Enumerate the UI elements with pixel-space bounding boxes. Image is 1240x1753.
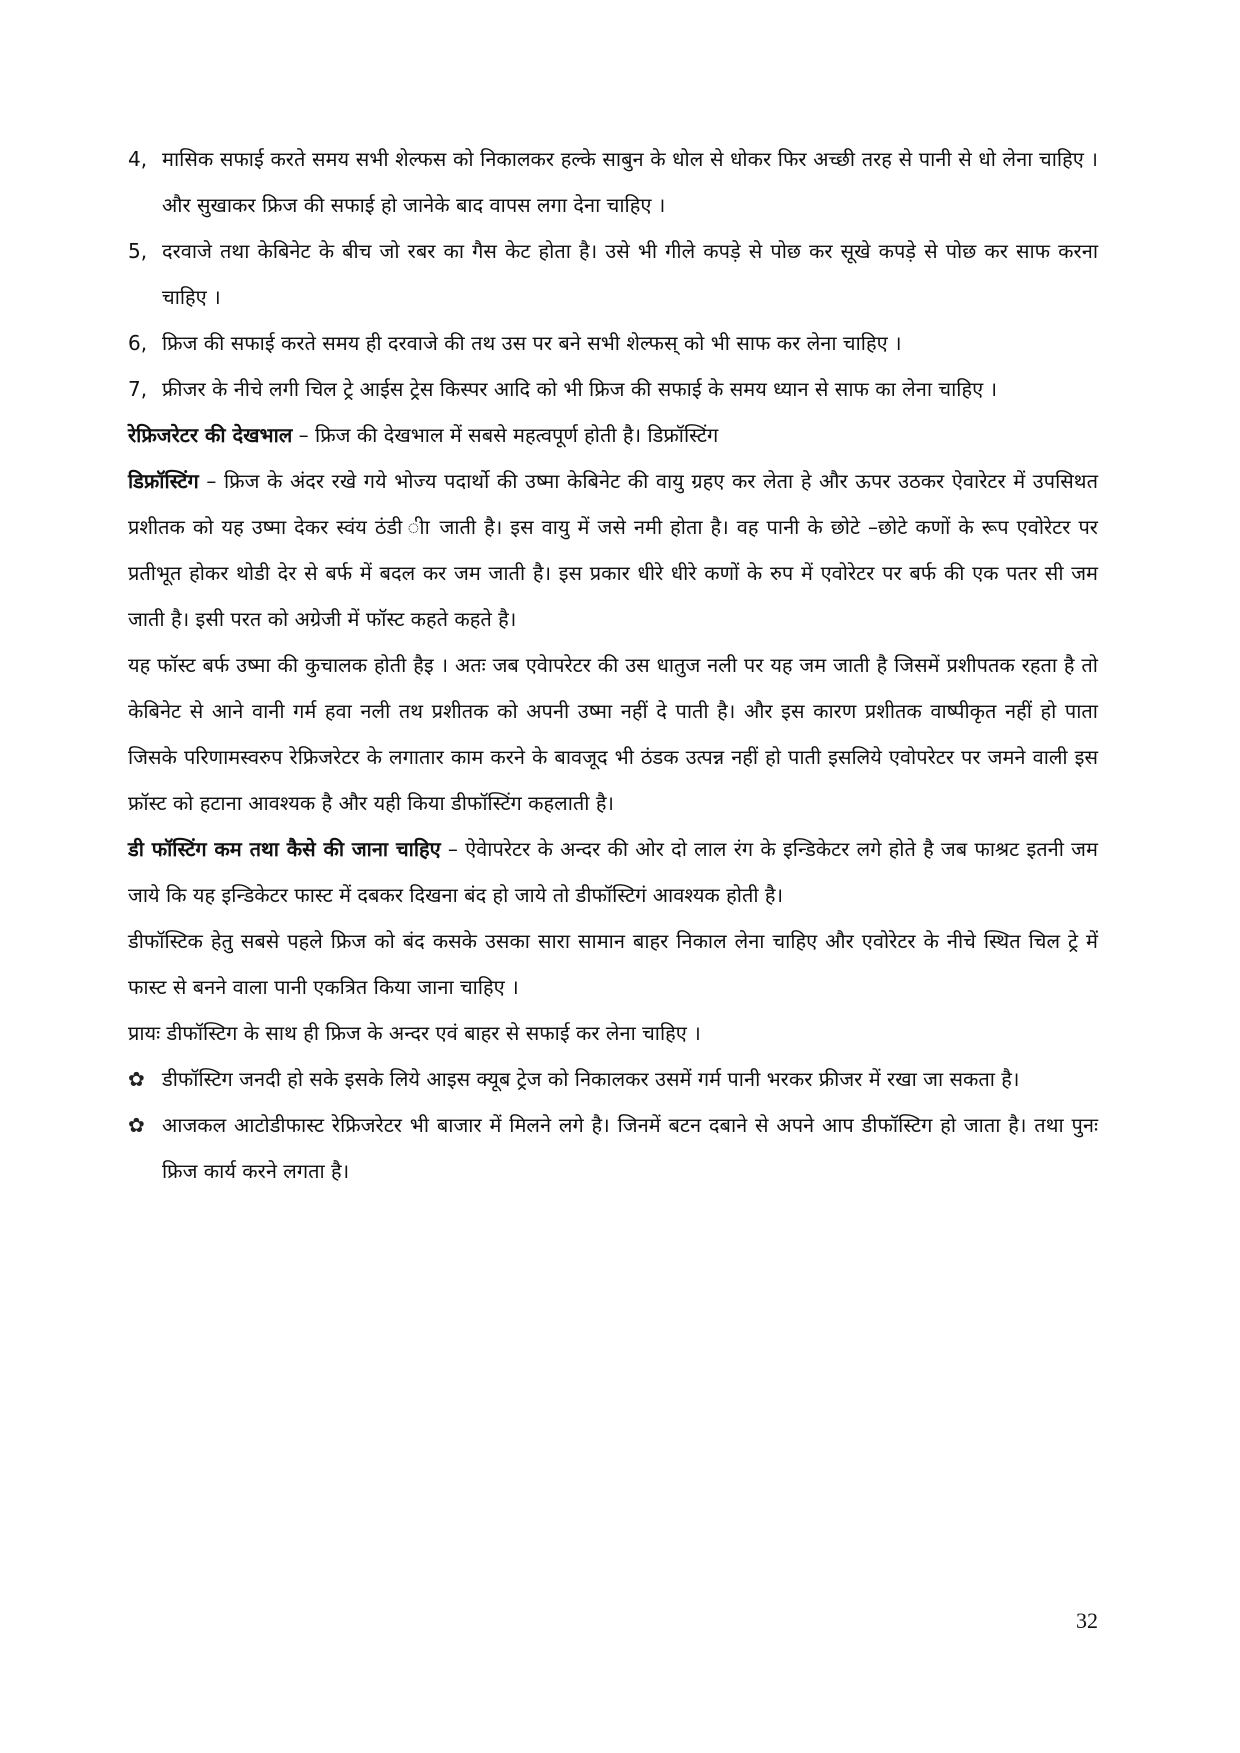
- care-text: – फ्रिज की देखभाल में सबसे महत्वपूर्ण होती है। डिफ्रॉस्टिंग: [292, 423, 719, 447]
- defrost-paragraph: [128, 458, 1098, 642]
- flower-bullet-icon: ✿: [128, 1113, 145, 1137]
- defrost-heading: डिफ्रॉस्टिंग: [128, 469, 199, 493]
- list-item-text: फ्रीजर के नीचे लगी चिल ट्रे आईस ट्रेस किस्पर आदि को भी फ्रिज की सफाई के समय ध्यान से साफ का लेना चाहिए ।: [162, 377, 998, 401]
- list-item: [128, 228, 1098, 320]
- list-item-number: 7,: [128, 377, 148, 401]
- bullet-text: डीफॉस्टिग जनदी हो सके इसके लिये आइस क्यूब ट्रेज को निकालकर उसमें गर्म पानी भरकर फ्रीजर में रखा जा सकता है।: [162, 1067, 1020, 1091]
- list-item-number: 6,: [128, 331, 148, 355]
- list-item-text: मासिक सफाई करते समय सभी शेल्फस को निकालकर हल्के साबुन के धोल से धोकर फिर अच्छी तरह से पानी से धो लेना चाहिए । और सुखाकर फ्रिज की सफाई हो जानेके बाद वापस लगा देना चाहिए ।: [162, 147, 1098, 217]
- page-number: 32: [1076, 1608, 1098, 1633]
- document-page: [128, 136, 1098, 1194]
- usually-paragraph: प्रायः डीफॉस्टिग के साथ ही फ्रिज के अन्दर एवं बाहर से सफाई कर लेना चाहिए ।: [128, 1021, 701, 1045]
- process-paragraph: डीफॉस्टिक हेतु सबसे पहले फ्रिज को बंद कसके उसका सारा सामान बाहर निकाल लेना चाहिए और एवोरेटर के नीचे स्थित चिल ट्रे में फास्ट से बनने वाला पानी एकत्रित किया जाना चाहिए ।: [128, 929, 1098, 999]
- when-text: – ऐवेापरेटर के अन्दर की ओर दो लाल रंग के इन्डिकेटर लगे होते है जब फाश्रट इतनी जम जाये कि यह इन्डिकेटर फास्ट में दबकर दिखना बंद हो जाये तो डीफॉस्टिगं आवश्यक होती है।: [128, 837, 1098, 907]
- list-item-text: दरवाजे तथा केबिनेट के बीच जो रबर का गैस केट होता है। उसे भी गीले कपड़े से पोछ कर सूखे कपड़े से पोछ कर साफ करना चाहिए ।: [162, 239, 1098, 309]
- list-item-number: 4,: [128, 147, 148, 171]
- frost-paragraph: यह फॉस्ट बर्फ उष्मा की कुचालक होती हैइ । अतः जब एवेापरेटर की उस धातुज नली पर यह जम जाती है जिसमें प्रशीपतक रहता है तो केबिनेट से आने वानी गर्म हवा नली तथ प्रशीतक को अपनी उष्मा नहीं दे पाती है। और इस कारण प्रशीतक वाष्पीकृत नहीं हो पाता जिसके परिणामस्वरुप रेफ्रिजरेटर के लगातार काम करने के बावजूद भी ठंडक उत्पन्न नहीं हो पाती इसलिये एवोपरेटर पर जमने वाली इस फ्रॉस्ट को हटाना आवश्यक है और यही किया डीफॉस्टिंग कहलाती है।: [128, 653, 1098, 815]
- bullet-item: [128, 1056, 1098, 1102]
- when-paragraph: [128, 826, 1098, 918]
- list-item: [128, 136, 1098, 228]
- care-paragraph: [128, 412, 1098, 458]
- list-item: [128, 366, 1098, 412]
- defrost-text: – फ्रिज के अंदर रखे गये भोज्य पदार्थो की उष्मा केबिनेट की वायु ग्रहए कर लेता हे और ऊपर उठकर ऐवारेटर में उपसिथत प्रशीतक को यह उष्मा देकर स्वंय ठंडी ीा जाती है। इस वायु में जसे नमी होता है। वह पानी के छोटे –छोटे कणों के रूप एवोरेटर पर प्रतीभूत होकर थोडी देर से बर्फ में बदल कर जम जाती है। इस प्रकार धीरे धीरे कणों के रुप में एवोरेटर पर बर्फ की एक पतर सी जम जाती है। इसी परत को अग्रेजी में फॉस्ट कहते कहते है।: [128, 469, 1098, 631]
- when-heading: डी फॉस्टिंग कम तथा कैसे की जाना चाहिए: [128, 837, 441, 861]
- flower-bullet-icon: ✿: [128, 1067, 145, 1091]
- list-item: [128, 320, 1098, 366]
- care-heading: रेफ्रिजरेटर की देखभाल: [128, 423, 293, 447]
- list-item-text: फ्रिज की सफाई करते समय ही दरवाजे की तथ उस पर बने सभी शेल्फस् को भी साफ कर लेना चाहिए ।: [162, 331, 902, 355]
- list-item-number: 5,: [128, 239, 148, 263]
- bullet-text: आजकल आटोडीफास्ट रेफ्रिजरेटर भी बाजार में मिलने लगे है। जिनमें बटन दबाने से अपने आप डीफॉस्टिग हो जाता है। तथा पुनः फ्रिज कार्य करने लगता है।: [162, 1113, 1098, 1183]
- bullet-item: [128, 1102, 1098, 1194]
